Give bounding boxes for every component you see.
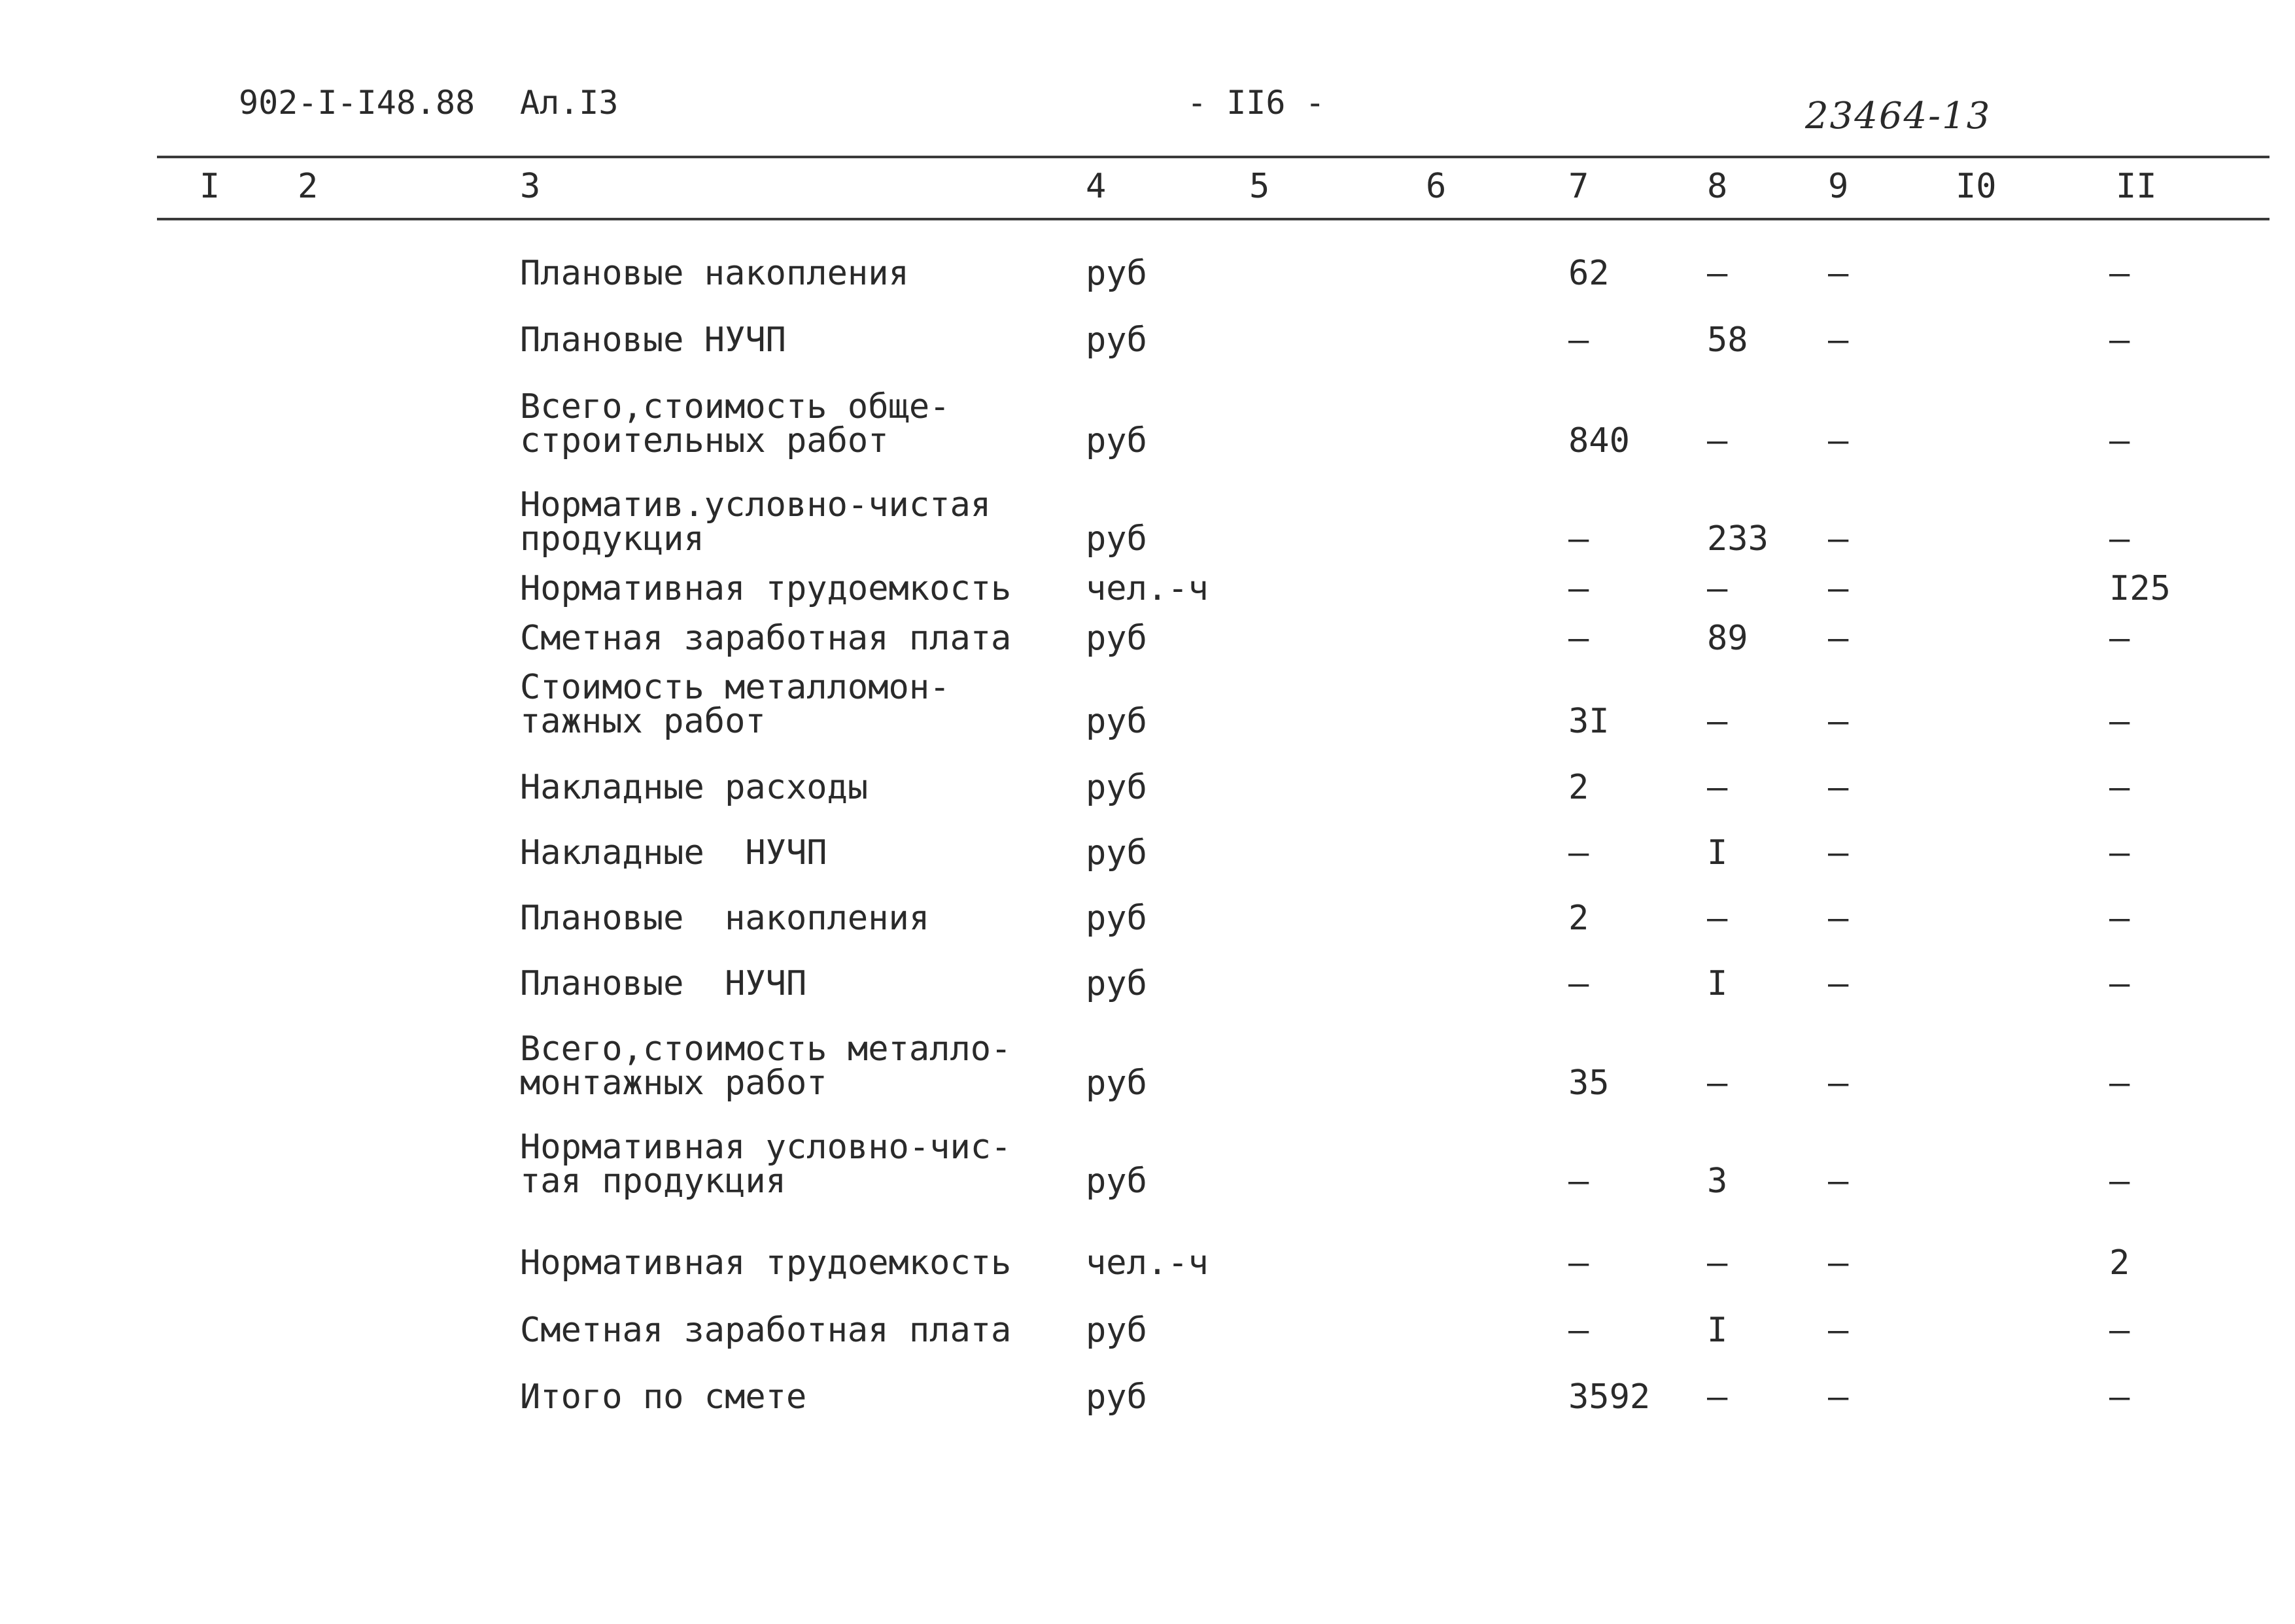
row-value-col9: – bbox=[1828, 1162, 1849, 1201]
row-value-col9: – bbox=[1828, 768, 1849, 807]
row-value-col11: – bbox=[2109, 421, 2130, 460]
row-name bbox=[520, 768, 869, 807]
row-value-col8: – bbox=[1707, 254, 1728, 293]
row-name bbox=[520, 1128, 1012, 1201]
row-name-line: Стоимость металломон- bbox=[520, 668, 950, 707]
inventory-number: 23464-13 bbox=[1805, 95, 1992, 137]
row-name-line: Нормативная трудоемкость bbox=[520, 1243, 1012, 1283]
row-name bbox=[520, 320, 786, 360]
row-value-col8: – bbox=[1707, 899, 1728, 938]
row-name bbox=[520, 899, 930, 938]
row-value-col9: – bbox=[1828, 320, 1849, 360]
row-name-line: продукция bbox=[520, 519, 704, 559]
row-unit: руб bbox=[1086, 1162, 1147, 1201]
row-value-col11: – bbox=[2109, 899, 2130, 938]
row-value-col9: – bbox=[1828, 569, 1849, 608]
row-value-col7: – bbox=[1568, 1311, 1589, 1350]
row-value-col11: – bbox=[2109, 964, 2130, 1003]
row-name bbox=[520, 833, 827, 872]
row-name-line: строительных работ bbox=[520, 421, 889, 460]
column-number-8: 8 bbox=[1707, 167, 1728, 206]
column-number-2: 2 bbox=[298, 167, 319, 206]
document-code: 902-I-I48.88 bbox=[239, 84, 475, 122]
row-unit: руб bbox=[1086, 833, 1147, 872]
row-unit: руб bbox=[1086, 768, 1147, 807]
row-value-col8: – bbox=[1707, 702, 1728, 741]
row-value-col11: – bbox=[2109, 833, 2130, 872]
row-unit: руб bbox=[1086, 254, 1147, 293]
row-name bbox=[520, 1311, 1012, 1350]
row-value-col11: 2 bbox=[2109, 1243, 2130, 1283]
column-number-1: I bbox=[199, 167, 220, 206]
row-value-col7: 2 bbox=[1568, 899, 1589, 938]
row-name bbox=[520, 485, 992, 559]
row-name bbox=[520, 569, 1012, 608]
row-value-col11: – bbox=[2109, 702, 2130, 741]
row-value-col9: – bbox=[1828, 899, 1849, 938]
row-value-col9: – bbox=[1828, 519, 1849, 559]
row-value-col7: – bbox=[1568, 320, 1589, 360]
row-value-col8: – bbox=[1707, 421, 1728, 460]
row-value-col8: 3 bbox=[1707, 1162, 1728, 1201]
column-number-9: 9 bbox=[1828, 167, 1849, 206]
row-unit: руб bbox=[1086, 702, 1147, 741]
column-number-4: 4 bbox=[1086, 167, 1107, 206]
row-unit: чел.-ч bbox=[1086, 1243, 1209, 1283]
row-value-col9: – bbox=[1828, 702, 1849, 741]
row-unit: руб bbox=[1086, 964, 1147, 1003]
row-name-line: Всего,стоимость обще- bbox=[520, 387, 950, 426]
row-value-col8: I bbox=[1707, 964, 1728, 1003]
row-unit: руб bbox=[1086, 899, 1147, 938]
row-value-col11: – bbox=[2109, 768, 2130, 807]
row-unit: руб bbox=[1086, 421, 1147, 460]
row-name-line: Сметная заработная плата bbox=[520, 1311, 1012, 1350]
row-name bbox=[520, 619, 1012, 658]
row-name-line: Плановые накопления bbox=[520, 254, 909, 293]
row-value-col9: – bbox=[1828, 1243, 1849, 1283]
row-name-line: Плановые НУЧП bbox=[520, 964, 807, 1003]
row-name-line: Плановые накопления bbox=[520, 899, 930, 938]
row-value-col7: 35 bbox=[1568, 1063, 1610, 1103]
row-name-line: Норматив.условно-чистая bbox=[520, 485, 992, 525]
column-number-11: II bbox=[2116, 167, 2157, 206]
row-unit: руб bbox=[1086, 1311, 1147, 1350]
row-value-col9: – bbox=[1828, 833, 1849, 872]
row-value-col7: – bbox=[1568, 964, 1589, 1003]
row-value-col7: – bbox=[1568, 519, 1589, 559]
row-value-col9: – bbox=[1828, 1311, 1849, 1350]
row-unit: руб bbox=[1086, 320, 1147, 360]
row-value-col7: 3592 bbox=[1568, 1377, 1651, 1417]
row-name bbox=[520, 1377, 807, 1417]
row-unit: чел.-ч bbox=[1086, 569, 1209, 608]
row-value-col9: – bbox=[1828, 964, 1849, 1003]
row-value-col9: – bbox=[1828, 421, 1849, 460]
row-name bbox=[520, 387, 950, 460]
row-value-col8: – bbox=[1707, 1377, 1728, 1417]
column-number-7: 7 bbox=[1568, 167, 1589, 206]
row-value-col8: 89 bbox=[1707, 619, 1748, 658]
row-value-col7: – bbox=[1568, 833, 1589, 872]
row-value-col7: 62 bbox=[1568, 254, 1610, 293]
row-value-col7: 2 bbox=[1568, 768, 1589, 807]
row-value-col7: 3I bbox=[1568, 702, 1610, 741]
row-value-col11: I25 bbox=[2109, 569, 2171, 608]
row-name-line: Плановые НУЧП bbox=[520, 320, 786, 360]
row-unit: руб bbox=[1086, 519, 1147, 559]
row-name-line: Нормативная трудоемкость bbox=[520, 569, 1012, 608]
row-value-col9: – bbox=[1828, 254, 1849, 293]
row-value-col7: – bbox=[1568, 1243, 1589, 1283]
row-value-col7: – bbox=[1568, 1162, 1589, 1201]
sheet-number: Ал.I3 bbox=[520, 84, 619, 122]
row-name-line: монтажных работ bbox=[520, 1063, 827, 1103]
row-value-col8: – bbox=[1707, 1063, 1728, 1103]
row-value-col11: – bbox=[2109, 1162, 2130, 1201]
row-value-col7: – bbox=[1568, 619, 1589, 658]
row-unit: руб bbox=[1086, 1377, 1147, 1417]
row-name-line: тая продукция bbox=[520, 1162, 786, 1201]
row-name-line: Накладные расходы bbox=[520, 768, 869, 807]
row-value-col8: I bbox=[1707, 833, 1728, 872]
column-number-3: 3 bbox=[520, 167, 541, 206]
row-value-col8: I bbox=[1707, 1311, 1728, 1350]
row-value-col7: – bbox=[1568, 569, 1589, 608]
row-value-col11: – bbox=[2109, 1377, 2130, 1417]
row-value-col8: 58 bbox=[1707, 320, 1748, 360]
row-name bbox=[520, 254, 909, 293]
row-unit: руб bbox=[1086, 619, 1147, 658]
row-value-col11: – bbox=[2109, 619, 2130, 658]
row-value-col11: – bbox=[2109, 519, 2130, 559]
row-value-col7: 840 bbox=[1568, 421, 1630, 460]
header-rule-top bbox=[157, 156, 2269, 158]
row-value-col11: – bbox=[2109, 254, 2130, 293]
row-unit: руб bbox=[1086, 1063, 1147, 1103]
row-value-col11: – bbox=[2109, 1063, 2130, 1103]
row-name bbox=[520, 668, 950, 741]
row-name bbox=[520, 1243, 1012, 1283]
row-name-line: Накладные НУЧП bbox=[520, 833, 827, 872]
row-value-col8: 233 bbox=[1707, 519, 1769, 559]
row-name-line: Всего,стоимость металло- bbox=[520, 1029, 1012, 1069]
row-value-col8: – bbox=[1707, 768, 1728, 807]
column-number-10: I0 bbox=[1956, 167, 1997, 206]
row-value-col11: – bbox=[2109, 320, 2130, 360]
row-name-line: Итого по смете bbox=[520, 1377, 807, 1417]
row-name-line: тажных работ bbox=[520, 702, 766, 741]
row-name bbox=[520, 1029, 1012, 1103]
row-value-col11: – bbox=[2109, 1311, 2130, 1350]
page-number: - II6 - bbox=[1187, 84, 1325, 122]
row-value-col8: – bbox=[1707, 569, 1728, 608]
column-number-6: 6 bbox=[1426, 167, 1447, 206]
row-value-col8: – bbox=[1707, 1243, 1728, 1283]
row-name-line: Нормативная условно-чис- bbox=[520, 1128, 1012, 1167]
row-value-col9: – bbox=[1828, 1063, 1849, 1103]
row-value-col9: – bbox=[1828, 1377, 1849, 1417]
row-value-col9: – bbox=[1828, 619, 1849, 658]
column-number-5: 5 bbox=[1249, 167, 1270, 206]
row-name bbox=[520, 964, 807, 1003]
row-name-line: Сметная заработная плата bbox=[520, 619, 1012, 658]
header-rule-bottom bbox=[157, 218, 2269, 220]
